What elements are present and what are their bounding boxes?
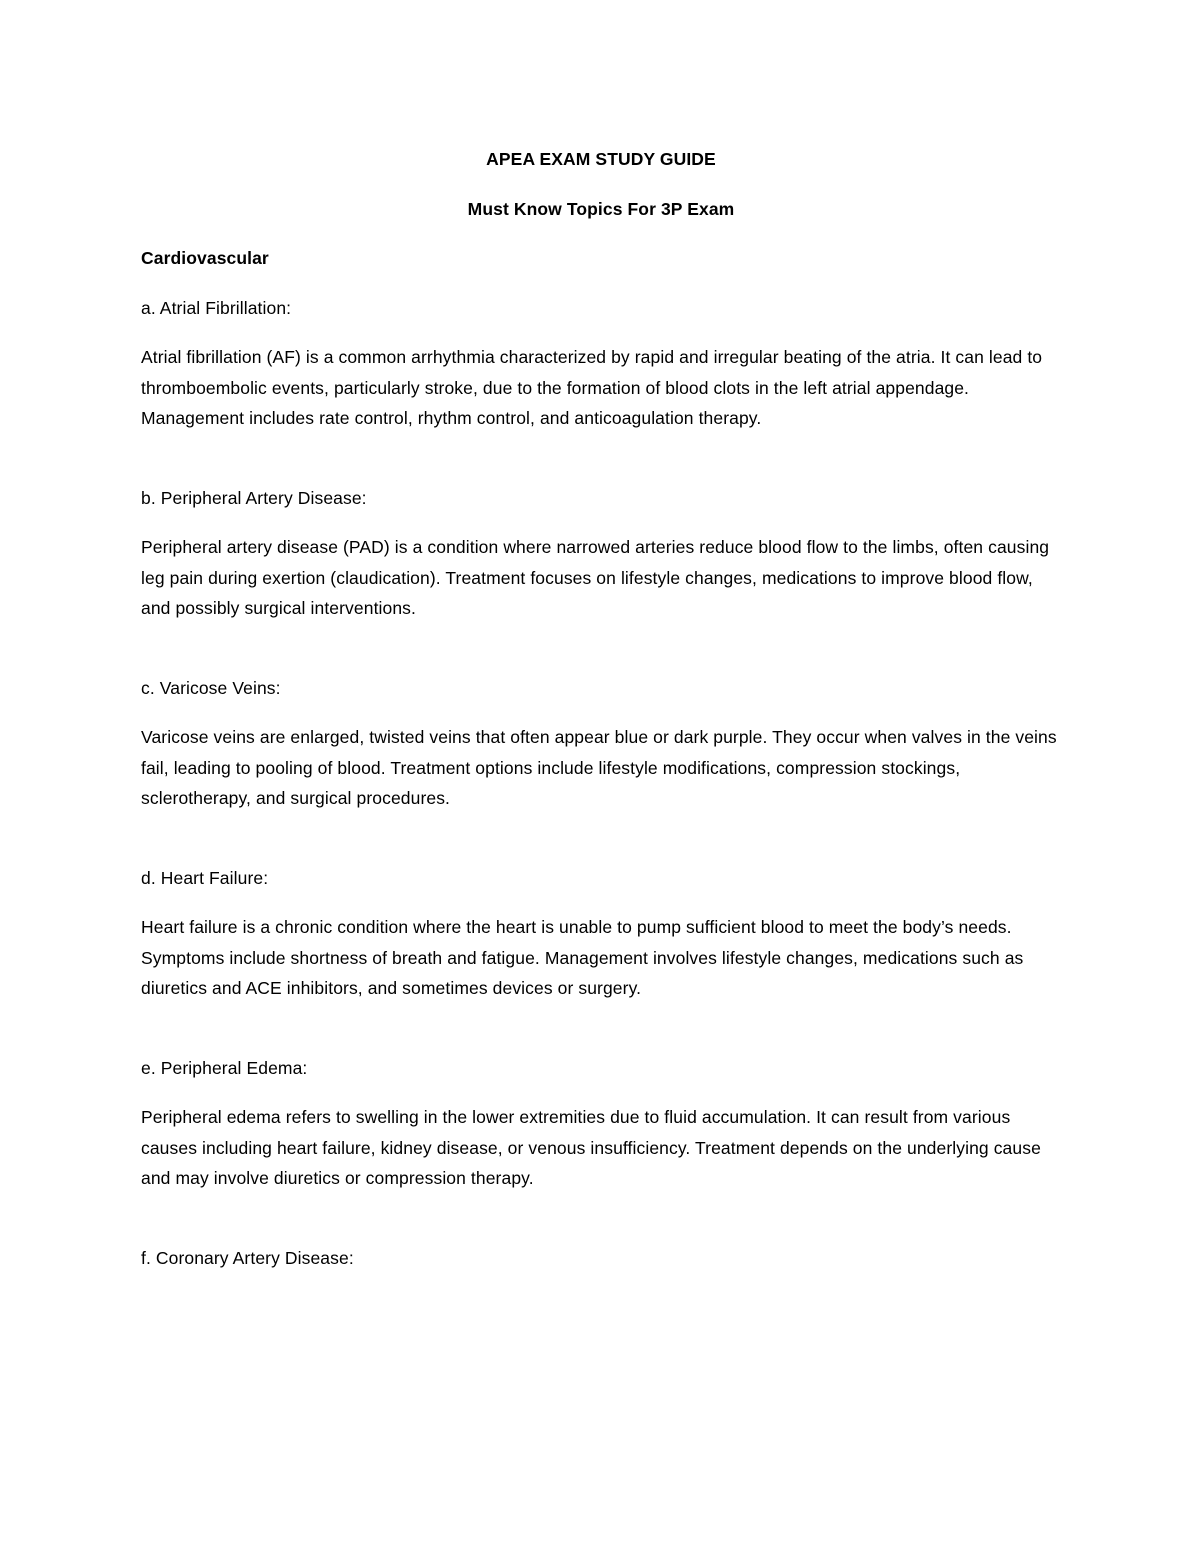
topic-heading: c. Varicose Veins: bbox=[141, 677, 281, 698]
topic-body: Atrial fibrillation (AF) is a common arrhythmia characterized by rapid and irregular beating of the atria. It can lead to thromboembolic events, particularly stroke, due to the formation of blood clots in the left atrial appendage. Management includes rate control, rhythm control, and anticoagulation therapy. bbox=[141, 347, 1043, 428]
topic-heading: f. Coronary Artery Disease: bbox=[141, 1247, 354, 1268]
topic-body: Varicose veins are enlarged, twisted veins that often appear blue or dark purple. They occur when valves in the veins fail, leading to pooling of blood. Treatment options include lifestyle modifications, compression stockings, sclerotherapy, and surgical procedures. bbox=[141, 727, 1057, 808]
topic-heart-failure bbox=[141, 863, 1061, 1004]
document-content bbox=[141, 144, 1061, 1292]
topic-peripheral-edema bbox=[141, 1053, 1061, 1194]
topic-coronary-artery-disease bbox=[141, 1243, 1061, 1274]
topic-heading: e. Peripheral Edema: bbox=[141, 1057, 308, 1078]
topic-varicose-veins bbox=[141, 673, 1061, 814]
document-subtitle: Must Know Topics For 3P Exam bbox=[467, 198, 735, 219]
topic-body: Peripheral artery disease (PAD) is a condition where narrowed arteries reduce blood flow to the limbs, often causing leg pain during exertion (claudication). Treatment focuses on lifestyle changes, medications to improve blood flow, and possibly surgical interventions. bbox=[141, 537, 1050, 618]
topic-heading: b. Peripheral Artery Disease: bbox=[141, 487, 367, 508]
section-heading: Cardiovascular bbox=[141, 248, 269, 268]
topic-peripheral-artery-disease bbox=[141, 483, 1061, 624]
topic-heading: a. Atrial Fibrillation: bbox=[141, 297, 292, 318]
topic-heading: d. Heart Failure: bbox=[141, 867, 269, 888]
topic-body: Heart failure is a chronic condition where the heart is unable to pump sufficient blood to meet the body’s needs. Symptoms include shortness of breath and fatigue. Management involves lifestyle changes, medications such as diuretics and ACE inhibitors, and sometimes devices or surgery. bbox=[141, 917, 1024, 998]
topic-atrial-fibrillation bbox=[141, 293, 1061, 434]
document-title: APEA EXAM STUDY GUIDE bbox=[486, 149, 716, 169]
topic-body: Peripheral edema refers to swelling in the lower extremities due to fluid accumulation. It can result from various causes including heart failure, kidney disease, or venous insufficiency. Treatment depends on the underlying cause and may involve diuretics or compression therapy. bbox=[141, 1107, 1041, 1188]
